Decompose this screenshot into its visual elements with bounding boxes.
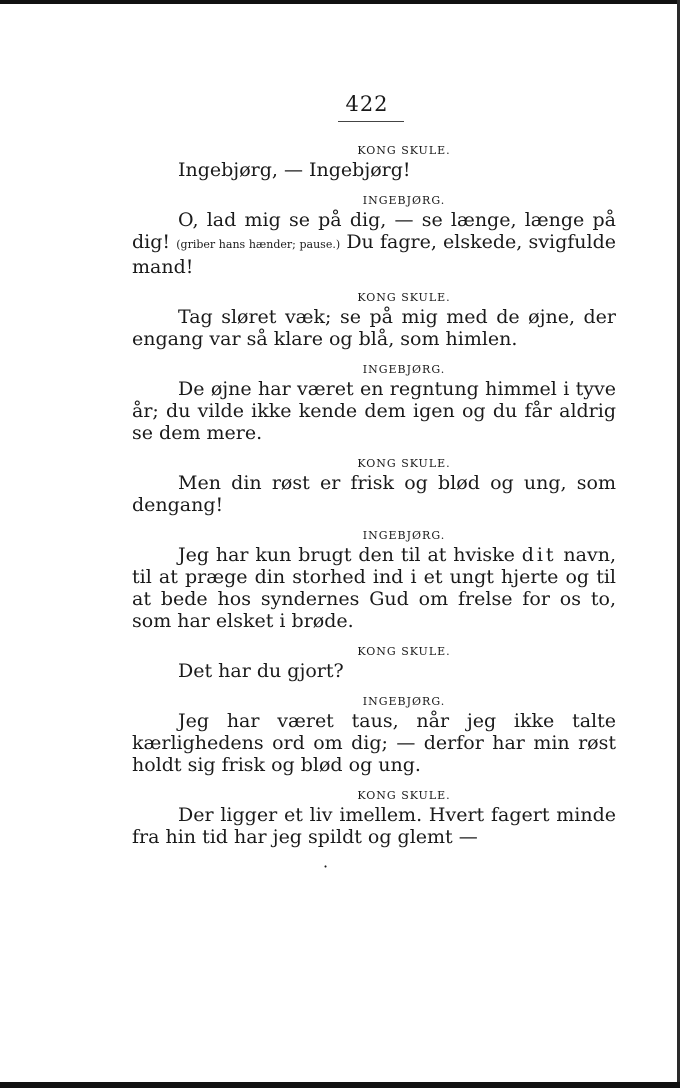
speaker-name: INGEBJØRG. <box>362 194 446 207</box>
speech-text: O, lad mig se på dig, — se længe, længe på dig! <box>132 209 616 253</box>
speaker-name: KONG SKULE. <box>357 291 451 304</box>
speech-line: De øjne har været en regntung himmel i tyve år; du vilde ikke kende dem igen og du får aldrig se dem mere. <box>132 378 616 444</box>
speech-text: Du fagre, elskede, svigfulde mand! <box>132 231 616 278</box>
page-number: 422 <box>345 92 389 116</box>
speaker-name: INGEBJØRG. <box>362 529 446 542</box>
page-bottom-border <box>0 1082 680 1088</box>
speech-text: Jeg har kun brugt den til at hviske <box>178 544 522 566</box>
speech-line <box>132 544 616 632</box>
print-speck: · <box>323 857 329 876</box>
speech-line: Der ligger et liv imellem. Hvert fagert minde fra hin tid har jeg spildt og glemt — <box>132 804 616 848</box>
speaker-name: KONG SKULE. <box>357 645 451 658</box>
speech-line: Tag sløret væk; se på mig med de øjne, der engang var så klare og blå, som himlen. <box>132 306 616 350</box>
emphasized-word: dit <box>521 544 557 566</box>
play-text <box>132 144 616 861</box>
speech-line: Jeg har været taus, når jeg ikke talte kærlighedens ord om dig; — derfor har min røst holdt sig frisk og blød og ung. <box>132 710 616 776</box>
speech-line: Ingebjørg, — Ingebjørg! <box>178 159 411 181</box>
speaker-name: KONG SKULE. <box>357 789 451 802</box>
speaker-name: KONG SKULE. <box>357 457 451 470</box>
page-number-rule <box>338 121 404 122</box>
speaker-name: INGEBJØRG. <box>362 363 446 376</box>
stage-direction: (griber hans hænder; pause.) <box>176 238 341 251</box>
speech-line <box>132 209 616 278</box>
speech-line: Men din røst er frisk og blød og ung, som dengang! <box>132 472 616 516</box>
page-top-border <box>0 0 680 4</box>
speaker-name: KONG SKULE. <box>357 144 451 157</box>
speech-text: navn, til at præge din storhed ind i et ungt hjerte og til at bede hos syndernes Gud om frelse for os to, som har elsket i brøde. <box>132 544 616 632</box>
speaker-name: INGEBJØRG. <box>362 695 446 708</box>
speech-line: Det har du gjort? <box>178 660 344 682</box>
